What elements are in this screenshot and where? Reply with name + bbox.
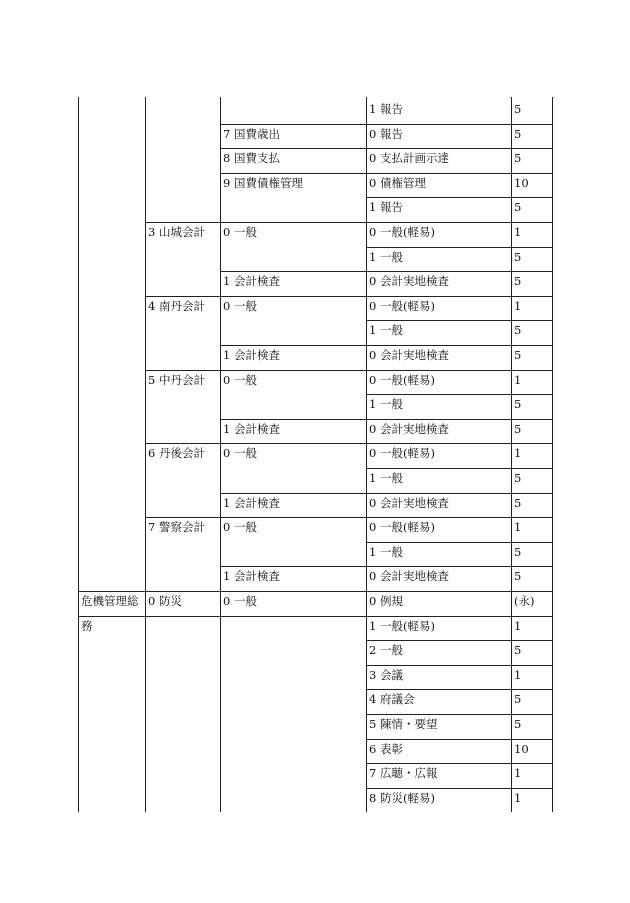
table-cell: 5 <box>514 422 522 436</box>
table-cell: 5 <box>514 200 522 214</box>
table-cell: 5 <box>514 102 522 116</box>
row-rule <box>366 542 553 543</box>
row-rule <box>366 197 553 198</box>
table-cell: 1 <box>514 766 522 780</box>
table-cell: 5 中丹会計 <box>148 373 205 387</box>
table-cell: 5 <box>514 127 522 141</box>
table-cell: 5 <box>514 323 522 337</box>
row-rule <box>366 394 553 395</box>
row-rule <box>366 640 553 641</box>
table-cell: 5 <box>514 348 522 362</box>
row-rule <box>220 148 553 149</box>
table-cell: 5 <box>514 397 522 411</box>
table-cell: 1 一般 <box>369 250 403 264</box>
table-cell: 0 一般 <box>223 594 257 608</box>
table-cell: 0 一般(軽易) <box>369 299 435 313</box>
table-cell: 5 <box>514 643 522 657</box>
table-cell: 0 債権管理 <box>369 176 426 190</box>
table-cell: 1 会計検査 <box>223 422 280 436</box>
row-rule <box>145 370 553 371</box>
table-cell: 0 例規 <box>369 594 403 608</box>
table-cell: 0 一般 <box>223 373 257 387</box>
table-cell: 8 防災(軽易) <box>369 791 435 805</box>
table-cell: 5 <box>514 692 522 706</box>
row-rule <box>78 591 553 592</box>
table-cell: 務 <box>81 619 93 633</box>
table-cell: 1 <box>514 225 522 239</box>
table-cell: 5 <box>514 250 522 264</box>
row-rule <box>366 665 553 666</box>
row-rule <box>366 320 553 321</box>
row-rule <box>366 788 553 789</box>
table-cell: 0 会計実地検査 <box>369 274 449 288</box>
table-cell: 1 <box>514 373 522 387</box>
table-cell: 1 <box>514 791 522 805</box>
table-cell: 2 一般 <box>369 643 403 657</box>
table-cell: 5 <box>514 569 522 583</box>
column-rule <box>366 97 367 812</box>
table-cell: 6 表彰 <box>369 742 403 756</box>
table-cell: 5 <box>514 471 522 485</box>
table-cell: 7 警察会計 <box>148 520 205 534</box>
table-cell: 0 一般(軽易) <box>369 373 435 387</box>
row-rule <box>145 296 553 297</box>
table-cell: 1 一般(軽易) <box>369 619 435 633</box>
column-rule <box>552 97 553 812</box>
row-rule <box>78 616 553 617</box>
table-cell: 0 一般(軽易) <box>369 520 435 534</box>
table-cell: 1 会計検査 <box>223 348 280 362</box>
table-cell: 0 一般 <box>223 520 257 534</box>
table-cell: 1 報告 <box>369 102 403 116</box>
row-rule <box>220 271 553 272</box>
table-cell: 0 一般(軽易) <box>369 225 435 239</box>
row-rule <box>366 763 553 764</box>
table-cell: 10 <box>514 176 529 190</box>
table-cell: 8 国費支払 <box>223 151 280 165</box>
table-cell: 3 山城会計 <box>148 225 205 239</box>
row-rule <box>366 689 553 690</box>
column-rule <box>145 97 146 812</box>
row-rule <box>220 345 553 346</box>
table-cell: 7 広聴・広報 <box>369 766 438 780</box>
table-cell: 0 会計実地検査 <box>369 496 449 510</box>
table-cell: 5 <box>514 717 522 731</box>
column-rule <box>78 97 79 812</box>
table-cell: 0 支払計画示達 <box>369 151 449 165</box>
row-rule <box>220 173 553 174</box>
table-cell: 1 <box>514 668 522 682</box>
table-cell: 1 会計検査 <box>223 274 280 288</box>
table-cell: (永) <box>514 594 535 608</box>
row-rule <box>220 124 553 125</box>
table-cell: 5 陳情・要望 <box>369 717 438 731</box>
table-cell: 0 会計実地検査 <box>369 348 449 362</box>
table-cell: 1 <box>514 299 522 313</box>
table-cell: 0 一般 <box>223 225 257 239</box>
table-cell: 0 一般(軽易) <box>369 446 435 460</box>
table-cell: 5 <box>514 496 522 510</box>
table-cell: 0 一般 <box>223 446 257 460</box>
table-cell: 0 会計実地検査 <box>369 569 449 583</box>
table-cell: 10 <box>514 742 529 756</box>
row-rule <box>145 517 553 518</box>
table-cell: 5 <box>514 151 522 165</box>
table-cell: 1 報告 <box>369 200 403 214</box>
row-rule <box>366 739 553 740</box>
row-rule <box>366 714 553 715</box>
table-cell: 6 丹後会計 <box>148 446 205 460</box>
row-rule <box>145 443 553 444</box>
row-rule <box>220 493 553 494</box>
table-cell: 9 国費債権管理 <box>223 176 303 190</box>
row-rule <box>145 222 553 223</box>
table-cell: 7 国費歳出 <box>223 127 280 141</box>
table-cell: 1 一般 <box>369 397 403 411</box>
column-rule <box>220 97 221 812</box>
table-cell: 1 会計検査 <box>223 496 280 510</box>
table-cell: 4 府議会 <box>369 692 415 706</box>
table-cell: 1 会計検査 <box>223 569 280 583</box>
row-rule <box>366 468 553 469</box>
table-cell: 危機管理総 <box>81 594 139 608</box>
table-cell: 0 防災 <box>148 594 182 608</box>
table-cell: 5 <box>514 545 522 559</box>
table-cell: 1 一般 <box>369 471 403 485</box>
table-cell: 0 一般 <box>223 299 257 313</box>
row-rule <box>366 247 553 248</box>
table-cell: 0 会計実地検査 <box>369 422 449 436</box>
table-cell: 1 <box>514 446 522 460</box>
table-cell: 1 一般 <box>369 323 403 337</box>
row-rule <box>220 419 553 420</box>
column-rule <box>511 97 512 812</box>
table-cell: 1 <box>514 520 522 534</box>
table-cell: 1 一般 <box>369 545 403 559</box>
table-cell: 1 <box>514 619 522 633</box>
table-cell: 5 <box>514 274 522 288</box>
table-cell: 0 報告 <box>369 127 403 141</box>
row-rule <box>220 566 553 567</box>
table-cell: 3 会議 <box>369 668 403 682</box>
table-cell: 4 南丹会計 <box>148 299 205 313</box>
